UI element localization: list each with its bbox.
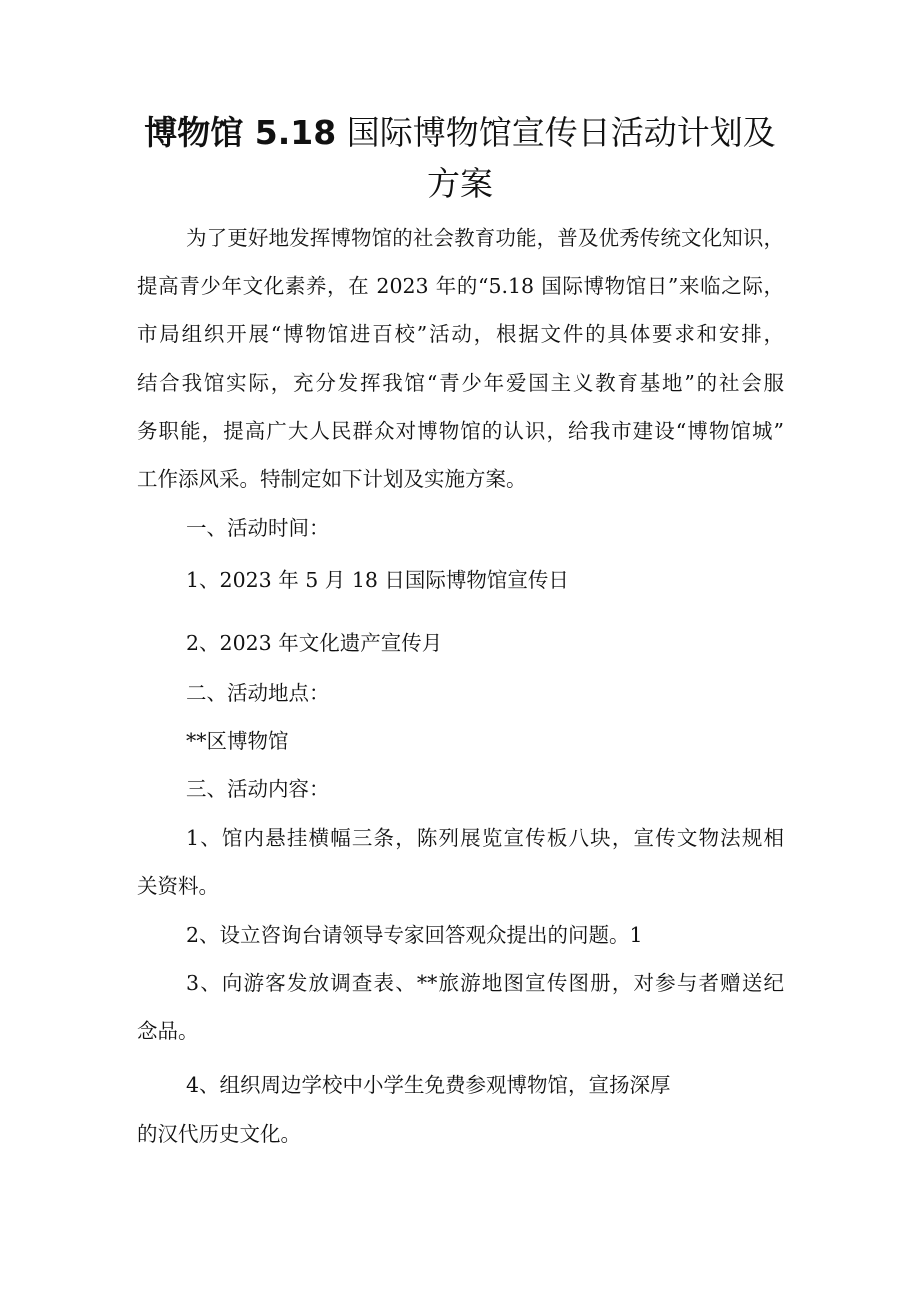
section-3-heading: 三、活动内容： (186, 777, 330, 801)
section-1-heading: 一、活动时间： (186, 516, 330, 540)
intro-line-3: 市局组织开展“博物馆进百校”活动，根据文件的具体要求和安排， (137, 322, 784, 346)
intro-line-5: 务职能，提高广大人民群众对博物馆的认识，给我市建设“博物馆城” (137, 419, 784, 443)
intro-line-6: 工作添风采。特制定如下计划及实施方案。 (137, 467, 527, 491)
section-3-item-3-line-2: 念品。 (137, 1019, 199, 1043)
section-2-place: **区博物馆 (186, 729, 289, 753)
section-3-item-2: 2、设立咨询台请领导专家回答观众提出的问题。1 (186, 923, 643, 947)
section-3-item-4-line-1: 4、组织周边学校中小学生免费参观博物馆，宣扬深厚 (186, 1073, 671, 1097)
document-title-line-2: 方案 (427, 164, 493, 203)
intro-line-1: 为了更好地发挥博物馆的社会教育功能，普及优秀传统文化知识， (186, 226, 784, 250)
title-rest-part: 国际博物馆宣传日活动计划及 (336, 113, 776, 152)
intro-line-4: 结合我馆实际，充分发挥我馆“青少年爱国主义教育基地”的社会服 (137, 371, 784, 395)
intro-line-2: 提高青少年文化素养，在 2023 年的“5.18 国际博物馆日”来临之际， (137, 274, 784, 298)
section-2-heading: 二、活动地点： (186, 681, 330, 705)
document-title-line-1 (100, 113, 820, 153)
section-3-item-4-line-2: 的汉代历史文化。 (137, 1122, 301, 1146)
section-1-item-1: 1、2023 年 5 月 18 日国际博物馆宣传日 (186, 568, 569, 592)
section-3-item-1-line-2: 关资料。 (137, 874, 219, 898)
title-bold-part: 博物馆 5.18 (144, 113, 337, 152)
section-3-item-3-line-1: 3、向游客发放调查表、**旅游地图宣传图册，对参与者赠送纪 (186, 971, 784, 995)
section-1-item-2: 2、2023 年文化遗产宣传月 (186, 631, 443, 655)
section-3-item-1-line-1: 1、馆内悬挂横幅三条，陈列展览宣传板八块，宣传文物法规相 (186, 826, 784, 850)
